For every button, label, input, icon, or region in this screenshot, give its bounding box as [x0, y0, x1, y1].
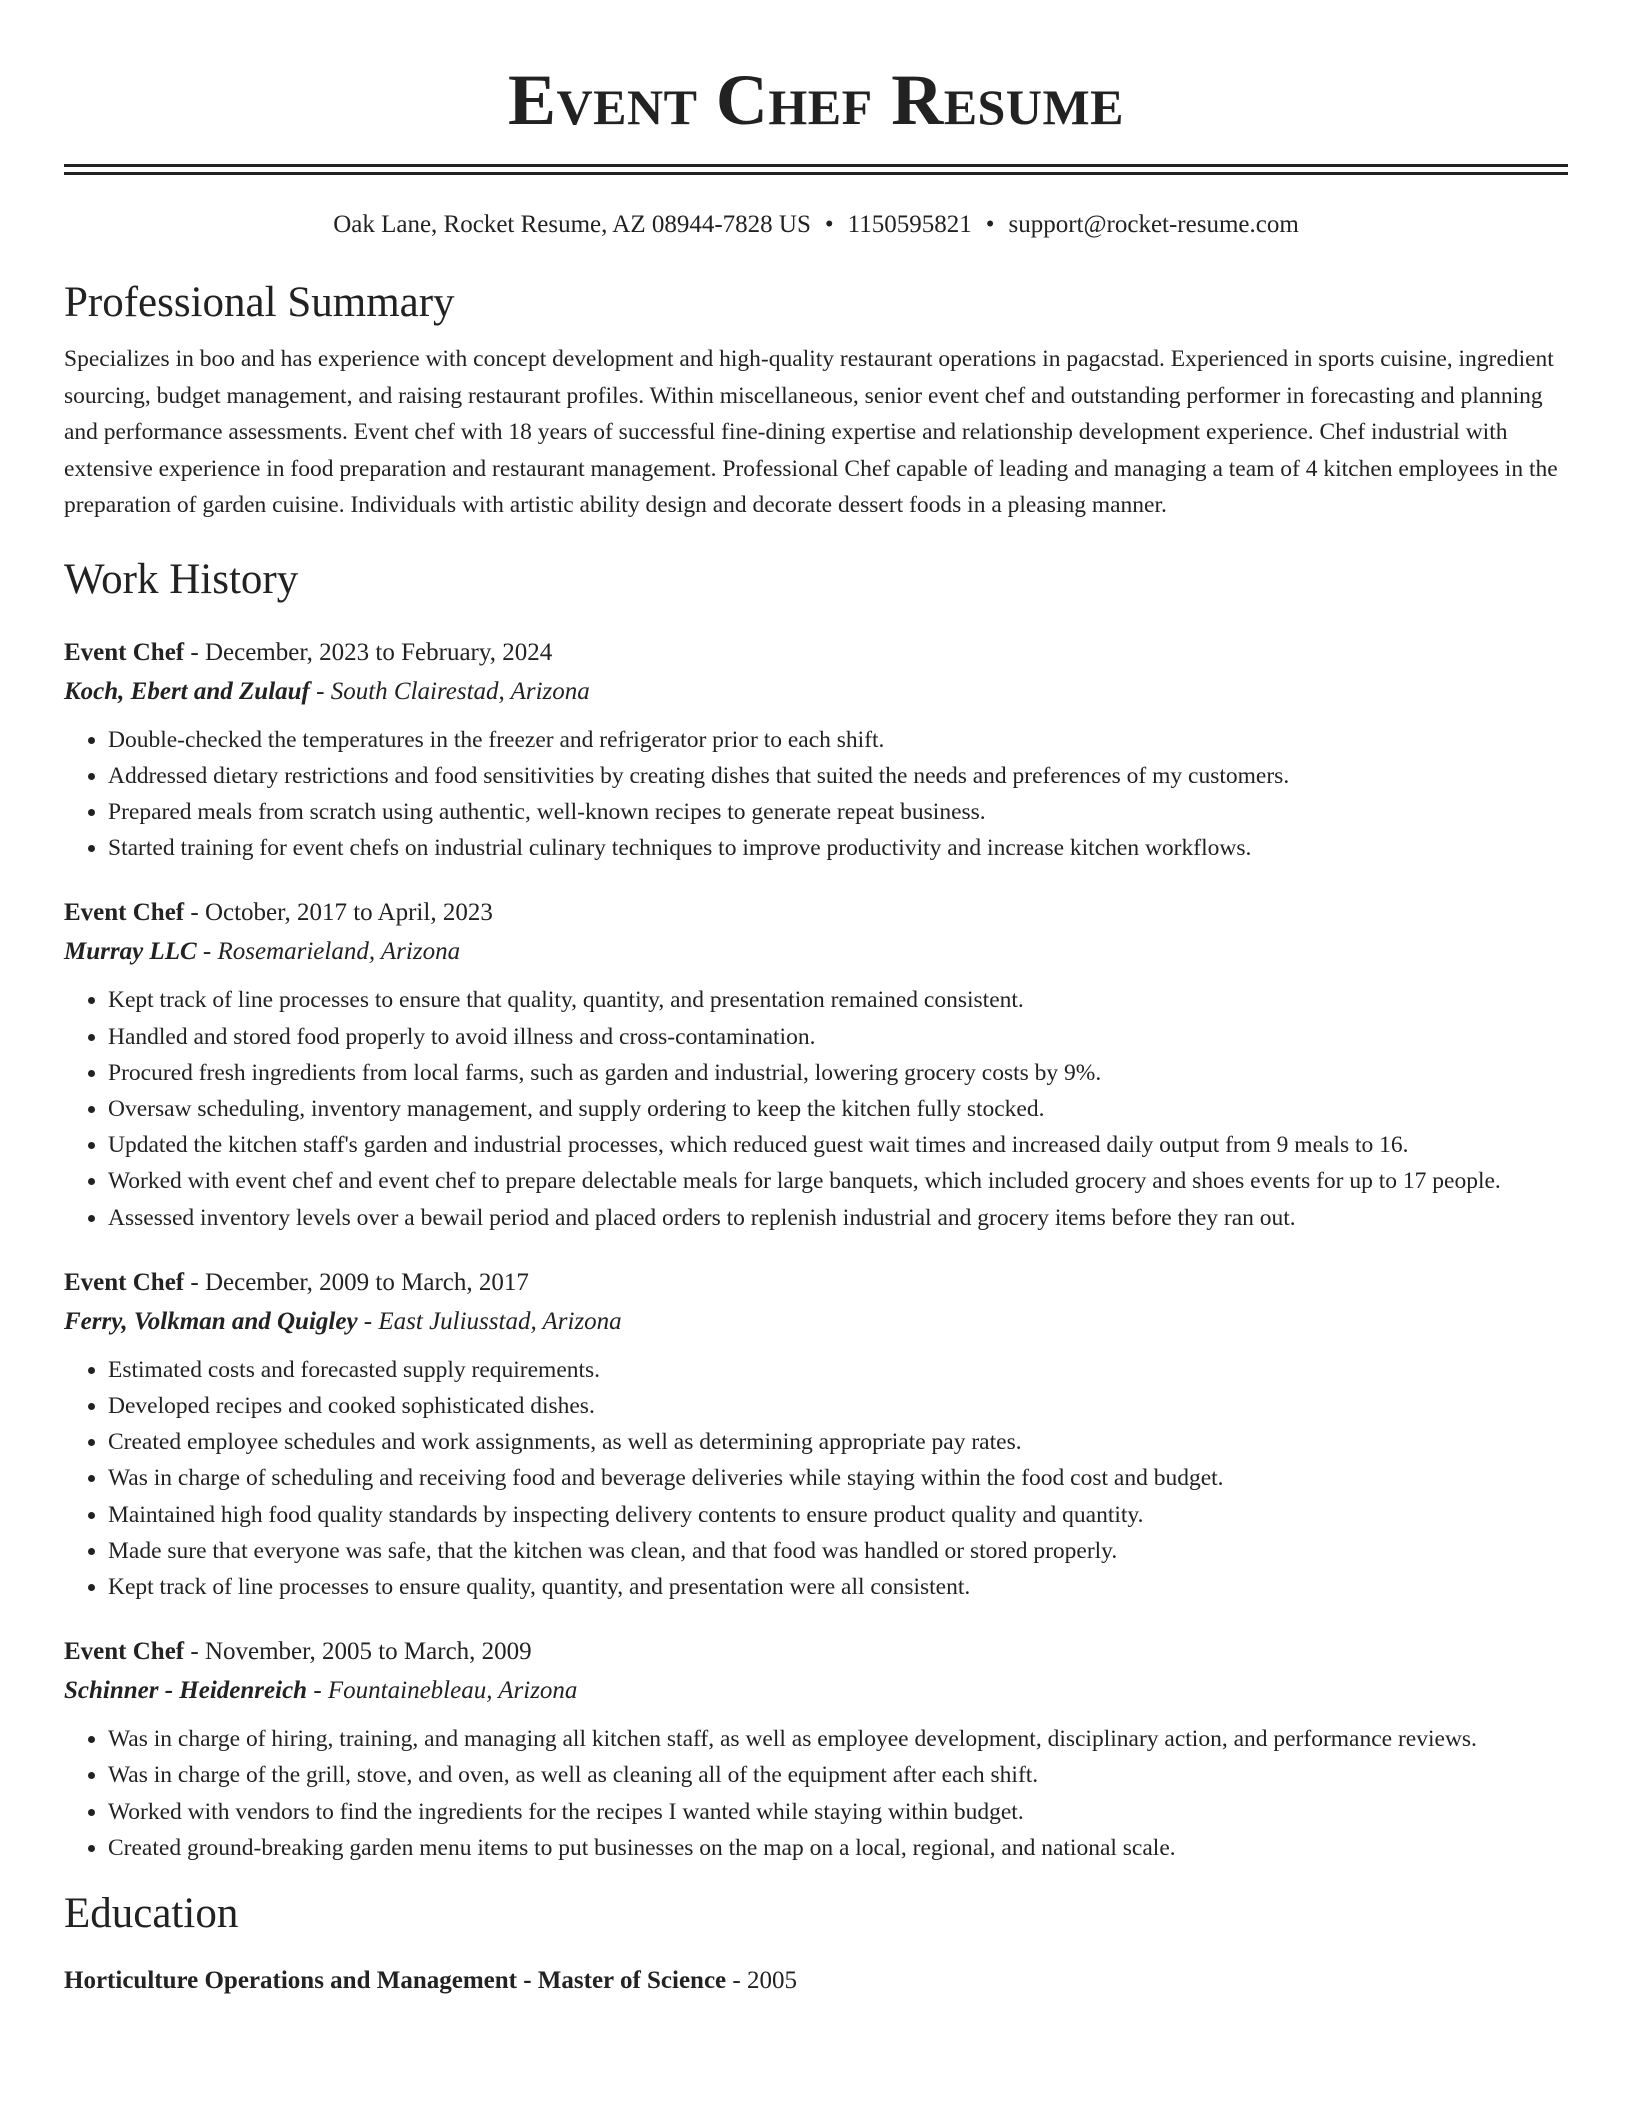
resume-title: Event Chef Resume	[507, 60, 1125, 140]
employer-location: - Rosemarieland, Arizona	[196, 938, 461, 966]
job-duty: • Maintained high food quality standards by inspecting delivery contents to ensure product quality and quantity.	[108, 1497, 1568, 1533]
job-duty: • Handled and stored food properly to avoid illness and cross-contamination.	[108, 1019, 1568, 1055]
job-entry	[64, 1633, 1568, 1866]
job-dates: - October, 2017 to April, 2023	[184, 899, 493, 927]
job-duty: • Prepared meals from scratch using authentic, well-known recipes to generate repeat business.	[108, 794, 1568, 830]
summary-heading: Professional Summary	[64, 279, 455, 326]
job-title: Event Chef	[64, 1638, 185, 1666]
job-duty: • Created employee schedules and work assignments, as well as determining appropriate pay rates.	[108, 1424, 1568, 1460]
education-entry	[64, 1962, 1568, 2000]
job-duty: • Was in charge of hiring, training, and managing all kitchen staff, as well as employee development, disciplinary action, and performance reviews.	[108, 1721, 1568, 1757]
job-entry	[64, 894, 1568, 1235]
job-duty: • Oversaw scheduling, inventory management, and supply ordering to keep the kitchen fully stocked.	[108, 1091, 1568, 1127]
job-title-line	[64, 634, 1568, 672]
job-duty: • Addressed dietary restrictions and food sensitivities by creating dishes that suited the needs and preferences of my customers.	[108, 758, 1568, 794]
employer-name: Murray LLC	[64, 938, 197, 966]
employer-name: Schinner - Heidenreich	[64, 1677, 308, 1705]
summary-text: Specializes in boo and has experience with concept development and high-quality restaurant operations in pagacstad. Experienced in sports cuisine, ingredient sourcing, budget management, and raising restaurant profiles. Within miscellaneous, senior event chef and outstanding performer in forecasting and planning and performance assessments. Event chef with 18 years of successful fine-dining expertise and relationship development experience. Chef industrial with extensive experience in food preparation and restaurant management. Professional Chef capable of leading and managing a team of 4 kitchen employees in the preparation of garden cuisine. Individuals with artistic ability design and decorate dessert foods in a pleasing manner.	[64, 346, 1558, 518]
contact-separator: •	[985, 211, 995, 238]
contact-separator: •	[824, 211, 834, 238]
job-dates: - December, 2009 to March, 2017	[184, 1268, 529, 1296]
job-duty: • Double-checked the temperatures in the freezer and refrigerator prior to each shift.	[108, 722, 1568, 758]
job-dates: - November, 2005 to March, 2009	[184, 1638, 532, 1666]
employer-location: - Fountainebleau, Arizona	[307, 1677, 578, 1705]
job-duty: • Estimated costs and forecasted supply requirements.	[108, 1352, 1568, 1388]
title-double-rule	[64, 164, 1568, 175]
employer-line	[64, 932, 1568, 972]
job-duties-list	[64, 982, 1568, 1235]
contact-email: support@rocket-resume.com	[1008, 211, 1299, 238]
job-duties-list	[64, 1352, 1568, 1605]
job-duty: • Assessed inventory levels over a bewail period and placed orders to replenish industrial and grocery items before they ran out.	[108, 1200, 1568, 1236]
employer-location: - South Clairestad, Arizona	[309, 677, 590, 705]
employer-location: - East Juliusstad, Arizona	[357, 1307, 622, 1335]
job-title: Event Chef	[64, 638, 185, 666]
contact-phone: 1150595821	[847, 211, 972, 238]
job-duty: • Updated the kitchen staff's garden and industrial processes, which reduced guest wait times and increased daily output from 9 meals to 16.	[108, 1127, 1568, 1163]
job-duty: • Made sure that everyone was safe, that the kitchen was clean, and that food was handled or stored properly.	[108, 1533, 1568, 1569]
work-history-heading: Work History	[64, 555, 299, 603]
job-duties-list	[64, 722, 1568, 867]
job-duty: • Was in charge of the grill, stove, and oven, as well as cleaning all of the equipment after each shift.	[108, 1757, 1568, 1793]
job-duty: • Created ground-breaking garden menu items to put businesses on the map on a local, regional, and national scale.	[108, 1830, 1568, 1866]
employer-name: Ferry, Volkman and Quigley	[64, 1307, 358, 1335]
job-duties-list	[64, 1721, 1568, 1866]
job-duty: • Developed recipes and cooked sophisticated dishes.	[108, 1388, 1568, 1424]
job-title: Event Chef	[64, 899, 185, 927]
job-title: Event Chef	[64, 1268, 185, 1296]
job-title-line	[64, 1633, 1568, 1671]
job-title-line	[64, 894, 1568, 932]
job-duty: • Procured fresh ingredients from local farms, such as garden and industrial, lowering grocery costs by 9%.	[108, 1055, 1568, 1091]
education-heading: Education	[64, 1889, 239, 1937]
job-entry	[64, 1264, 1568, 1605]
job-duty: • Kept track of line processes to ensure that quality, quantity, and presentation remained consistent.	[108, 982, 1568, 1018]
job-duty: • Kept track of line processes to ensure quality, quantity, and presentation were all consistent.	[108, 1569, 1568, 1605]
contact-line	[64, 209, 1568, 241]
resume-page	[64, 0, 1568, 2000]
job-duty: • Started training for event chefs on industrial culinary techniques to improve productivity and increase kitchen workflows.	[108, 830, 1568, 866]
employer-name: Koch, Ebert and Zulauf	[64, 677, 310, 705]
employer-line	[64, 1671, 1568, 1711]
education-degree: Horticulture Operations and Management - Master of Science	[64, 1966, 727, 1994]
job-duty: • Worked with event chef and event chef to prepare delectable meals for large banquets, which included grocery and shoes events for up to 17 people.	[108, 1163, 1568, 1199]
job-entry	[64, 634, 1568, 867]
job-title-line	[64, 1264, 1568, 1302]
education-year: - 2005	[726, 1966, 797, 1994]
contact-address: Oak Lane, Rocket Resume, AZ 08944-7828 US	[333, 211, 811, 238]
employer-line	[64, 672, 1568, 712]
employer-line	[64, 1302, 1568, 1342]
job-duty: • Worked with vendors to find the ingredients for the recipes I wanted while staying within budget.	[108, 1794, 1568, 1830]
job-duty: • Was in charge of scheduling and receiving food and beverage deliveries while staying within the food cost and budget.	[108, 1460, 1568, 1496]
job-dates: - December, 2023 to February, 2024	[184, 638, 553, 666]
